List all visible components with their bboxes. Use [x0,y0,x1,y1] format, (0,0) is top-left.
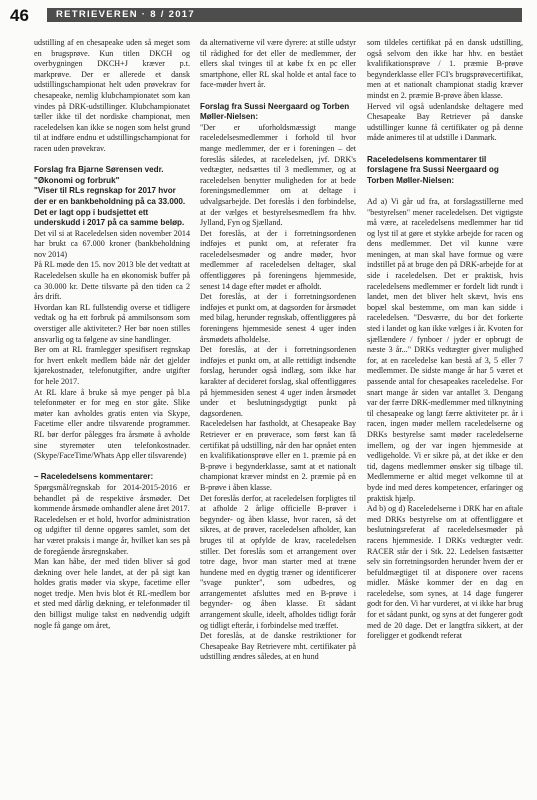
paragraph: Det foreslås derfor, at raceledelsen forpligtes til at afholde 2 årlige officielle B-prøver i begynder- og åben klasse, hvor racen, så det sikres, at de prøver, raceledelsen afholder, kan bruges til at opfylde de krav, raceledelsen stiller. Det foreslås som et arrangement over totre dage, hvor man starter med at træne hundene med en dygtig træner og identificerer "svage punkter", som udbedres, og arrangementet afsluttes med en B-prøve i begynder- og åben klasse. Et sådant arrangement skulle, ideelt, afholdes tidligt forår og tidligt efterår, i forbindelse med træffet. [200,493,356,630]
quoted-heading: "Viser til RLs regnskap for 2017 hvor der er en bankbeholdning på ca 33.000. Det er lagt opp i budsjettet ett underskudd i 2017 på ca samme beløp. [34,186,186,228]
paragraph: Det foreslås, at de danske restriktioner for Chesapeake Bay Retrievere mht. certifikater på udstilling ændres således, at en hund [200,631,356,662]
paragraph: "Der er uforholdsmæssigt mange raceledelsesmedlemmer i forhold til hvor mange medlemmer, der er i foreningen – det foreslås således, at raceledelsen, jvf. DRK's vedtægter, nedsættes til 3 medlemmer, og at raceledelsen benytter muligheden for at bede foreningsmedlemmer om at deltage i udvalgsarbejde. Det foreslås i den forbindelse, at der vælges et bestyrelsesmedlem fra hhv. Jylland, Fyn og Sjælland. [200,122,356,228]
publication-title: RETRIEVEREN · 8 / 2017 [56,9,195,20]
paragraph: Det foreslås, at der i forretningsordenen indføjes et punkt om, at dagsorden for årsmødet med bilag, herunder regnskab, offentliggøres på foreningens hjemmeside senest 4 uger inden årsmødets afholdelse. [200,292,356,344]
paragraph: Det foreslås, at der i forretningsordenen indføjes et punkt om, at referater fra raceledelsesmøder og andre møder, hvor medlemmer af raceledelsen deltager, skal offentliggøres på foreningens hjemmeside, senest 14 dage efter mødet er afholdt. [200,228,356,291]
column-1 [34,38,190,796]
paragraph: Hvordan kan RL fullstendig overse et tidligere vedtak og ha ett forbruk på ammilsonsom som overstiger alle aktiviteter.? Her bør noen stilles ansvarlig og ta følgene av sine handlinger. [34,302,190,344]
paragraph: Ber om at RL framlegger spesifisert regnskap for hvert enkelt medlem både når det gjelder kjørekostnader, telefonutgifter, andre utgifter for hele 2017. [34,345,190,386]
paragraph: At RL klare å bruke så mye penger på bl.a telefonmøter er for meg en stor gåte. Slike møter kan avholdes gratis enten via Skype, Facetime eller andre tilsvarende programmer. RL bør derfor pålegges fra årsmøte å avholde sine styremøter uten telefonkostnader. (Skype/FaceTime/Whats App eller tilsvarende) [34,387,190,461]
section-heading: Forslag fra Bjarne Sørensen vedr. "Økonomi og forbruk" [34,165,164,185]
paragraph: Spørgsmål/regnskab for 2014-2015-2016 er behandlet på de respektive årsmøder. Det kommende årsmøde omhandler alene året 2017. [34,482,190,514]
section-heading: – Raceledelsens kommentarer: [34,472,154,482]
paragraph: På RL møde den 15. nov 2013 ble det vedtatt at Raceledelsen skulle ha en økonomisk buffer på ca 30.000 kr. Dette tilsvarte på den tiden ca 2 års drift. [34,260,190,302]
paragraph: Det foreslås, at der i forretningsordenen indføjes et punkt om, at alle rettidigt indsendte forslag, herunder også indlæg, som ikke har karakter af decideret forslag, skal offentliggøres på hjemmesiden senest 4 uger inden årsmødet under et beslutningsdygtigt punkt på dagsordenen. [200,345,356,418]
paragraph: Ad a) Vi går ud fra, at forslagsstillerne med "bestyrelsen" mener raceledelsen. Det vigtigste må være, at raceledelsens medlemmer har tid og lyst til at gøre et stykke arbejde for racen og dens medlemmer. Det vil kunne være meningen, at man skal have formue og være indstillet på at bruge den på DRK-arbejde for at side i raceledelsen. Det er praktisk, hvis raceledelsens medlemmer er fordelt lidt rundt i landet, men det bliver helt skævt, hvis ens bopæl skal bestemme, om man kan sidde i raceledelsen. "Desværre, du bor det forkerte sted i landet og kan ikke vælges i år. Kvoten for sjællændere / fynboer / jyder er opbrugt de næste 3 år..." DRKs vedtægter giver mulighed for, at en raceledelse kan bestå af 3, 5 eller 7 medlemmer. De sidste mange år har 5 været et passende antal for chesapeakes raceledelse. For snart mange år siden var antallet 3. Dengang var der færre DRK-medlemmer med tilknytning til chesapeake og langt færre aktiviteter pr. år i racen, ingen møder mellem raceledelserne og DRKs bestyrelse samt møder raceledelserne imellem, og der var ingen hjemmeside at vedligeholde. Vi er sikre på, at det ikke er den tid, dagens medlemmer ønsker sig tilbage til. Medlemmerne er altid meget velkomne til at byde ind med deres kompetencer, erfaringer og praktisk hjælp. [367,196,523,503]
paragraph: Raceledelsen er et hold, hvorfor administration og udgifter til denne opgøres samlet, som det har været praksis i mange år, hvilket kan ses på de foregående årsregnskaber. [34,514,190,556]
column-2 [200,38,356,796]
paragraph: Ad b) og d) Raceledelserne i DRK har en aftale med DRKs bestyrelse om at offentliggøre et beslutningsreferat af raceledelsesmøder på racens hjemmeside. I DRKs vedtægter vedr. RACER står der i Stk. 22. Ledelsen fastsætter selv sin forretningsorden herunder hvem der er befuldmægtiget til at disponere over racens midler. Måske kommer der en dag en raceledelse, som synes, at 14 dage fungerer godt for den. Vi har vurderet, at vi ikke har brug for et sådant punkt, og syns at det fungerer godt med de 20 dage. Det er langtfra sikkert, at der foreligger et godkendt referat [367,504,523,641]
paragraph: som tildeles certifikat på en dansk udstilling, også selvom den ikke har hhv. en bestået kvalifikationsprøve / 1. præmie B-prøve begynderklasse eller FCI's brugsprøvecertifikat, men at et nationalt championat stadig kræver mindst en 2. præmie B-prøve åben klasse. [367,38,523,100]
paragraph: Det vil si at Raceledelsen siden november 2014 har brukt ca 67.000 kroner (bankbeholdning nov 2014) [34,228,190,259]
paragraph: da alternativerne vil være dyrere: at stille udstyr til rådighed for det eller de medlemmer, der ellers skal tvinges til at købe fx en pc eller smartphone, eller RL skal holde et antal face to face-møder hvert år. [200,38,356,90]
page-number: 46 [10,6,29,25]
paragraph: Man kan håbe, der med tiden bliver så god dækning over hele landet, at der på sigt kan holdes gratis møder via skype, facetime eller noget tredje. Men hvis blot ét RL-medlem bor et sted med dårlig dækning, er telefonmøder til den billigst mulige takst en nødvendig udgift nogle få gange om året, [34,557,190,630]
paragraph: Raceledelsen har fastholdt, at Chesapeake Bay Retriever er en prøverace, som først kan få certifikat på udstilling, når den har opnået enten en kvalifikationsprøve eller en 1. præmie på en B-prøve i begynderklasse, samt at et nationalt championat kræver mindst en 2. præmie på en B-prøve i åben klasse. [200,419,356,492]
section-heading: Raceledelsens kommentarer til forslagene fra Sussi Neergaard og Torben Møller-Nielsen: [367,154,499,185]
paragraph: Herved vil også udenlandske deltagere med Chesapeake Bay Retriever på danske udstillinger kunne få certifikater og på denne måde animeres til at udstille i Danmark. [367,101,523,143]
section-heading: Forslag fra Sussi Neergaard og Torben Møller-Nielsen: [200,101,350,122]
column-3 [367,38,523,796]
paragraph: udstilling af en chesapeake uden så meget som en brugsprøve. Kun titlen DKCH og overbygningen DKCH+J kræver p.t. markprøve. Der er allerede et dansk udstillingschampionat helt uden prøvekrav for chesapeake, nemlig klubchampionatet som kan vindes på DRK-udstillinger. Klubchampionatet tæller ikke til det nordiske championat, men raceledelsen kan ikke se nogen som helst grund til at indføre endnu et udstillingschampionat for racen uden prøvekrav. [34,38,190,153]
page-header [0,0,537,30]
